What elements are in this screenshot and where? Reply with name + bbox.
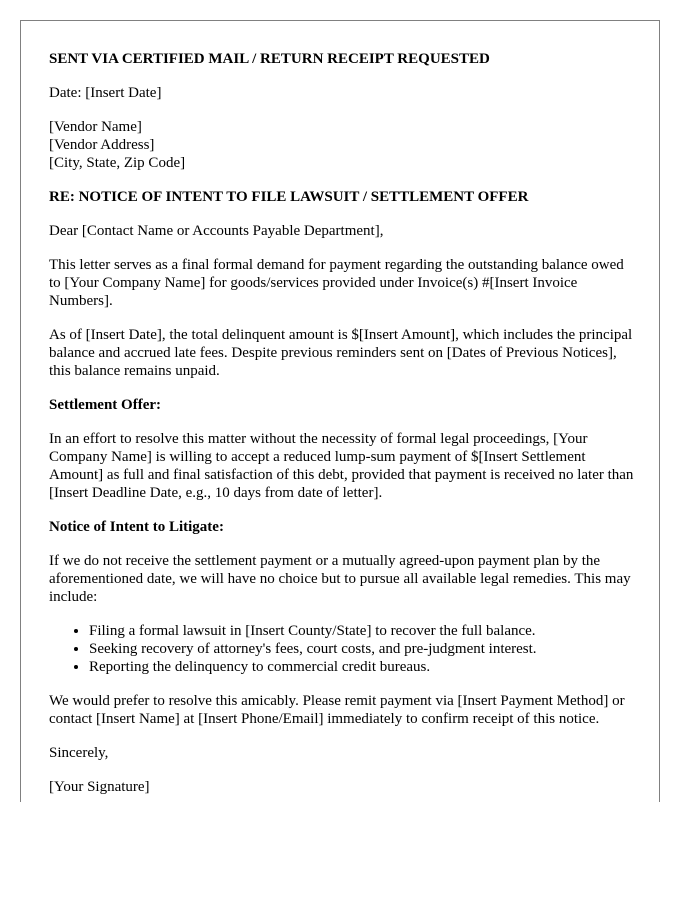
date-line: Date: [Insert Date] [49, 85, 162, 101]
delinquency-paragraph: As of [Insert Date], the total delinquent amount is $[Insert Amount], which includes the principal balance and accrued late fees. Despite previous reminders sent on [Dates of Previous Notices], this balance remains unpaid. [49, 327, 633, 379]
recipient-address [49, 118, 634, 172]
vendor-address: [Vendor Address] [49, 137, 155, 153]
litigate-paragraph: If we do not receive the settlement payment or a mutually agreed-upon payment plan by the aforementioned date, we will have no choice but to pursue all available legal remedies. This may include: [49, 553, 631, 605]
list-item: • Reporting the delinquency to commercial credit bureaus. [89, 658, 634, 676]
list-item: • Filing a formal lawsuit in [Insert County/State] to recover the full balance. [89, 622, 634, 640]
litigate-heading: Notice of Intent to Litigate: [49, 519, 224, 535]
letter-body [49, 50, 634, 802]
salutation: Dear [Contact Name or Accounts Payable Department], [49, 223, 384, 239]
subject-line: RE: NOTICE OF INTENT TO FILE LAWSUIT / SETTLEMENT OFFER [49, 189, 529, 205]
letter-page [20, 20, 660, 802]
remedies-list [49, 622, 634, 676]
settlement-paragraph: In an effort to resolve this matter without the necessity of formal legal proceedings, [Your Company Name] is willing to accept a reduced lump-sum payment of $[Insert Settlement Amount] as full and final satisfaction of this debt, provided that payment is received no later than [Insert Deadline Date, e.g., 10 days from date of letter]. [49, 431, 634, 501]
vendor-name: [Vendor Name] [49, 119, 142, 135]
closing-paragraph: We would prefer to resolve this amicably. Please remit payment via [Insert Payment Method] or contact [Insert Name] at [Insert Phone/Email] immediately to confirm receipt of this notice. [49, 693, 625, 727]
list-item: • Seeking recovery of attorney's fees, court costs, and pre-judgment interest. [89, 640, 634, 658]
mailing-header: SENT VIA CERTIFIED MAIL / RETURN RECEIPT REQUESTED [49, 51, 490, 67]
signature-placeholder: [Your Signature] [49, 779, 150, 795]
closing: Sincerely, [49, 745, 109, 761]
demand-paragraph: This letter serves as a final formal demand for payment regarding the outstanding balance owed to [Your Company Name] for goods/services provided under Invoice(s) #[Insert Invoice Numbers]. [49, 257, 624, 309]
vendor-city-state-zip: [City, State, Zip Code] [49, 155, 186, 171]
settlement-heading: Settlement Offer: [49, 397, 162, 413]
